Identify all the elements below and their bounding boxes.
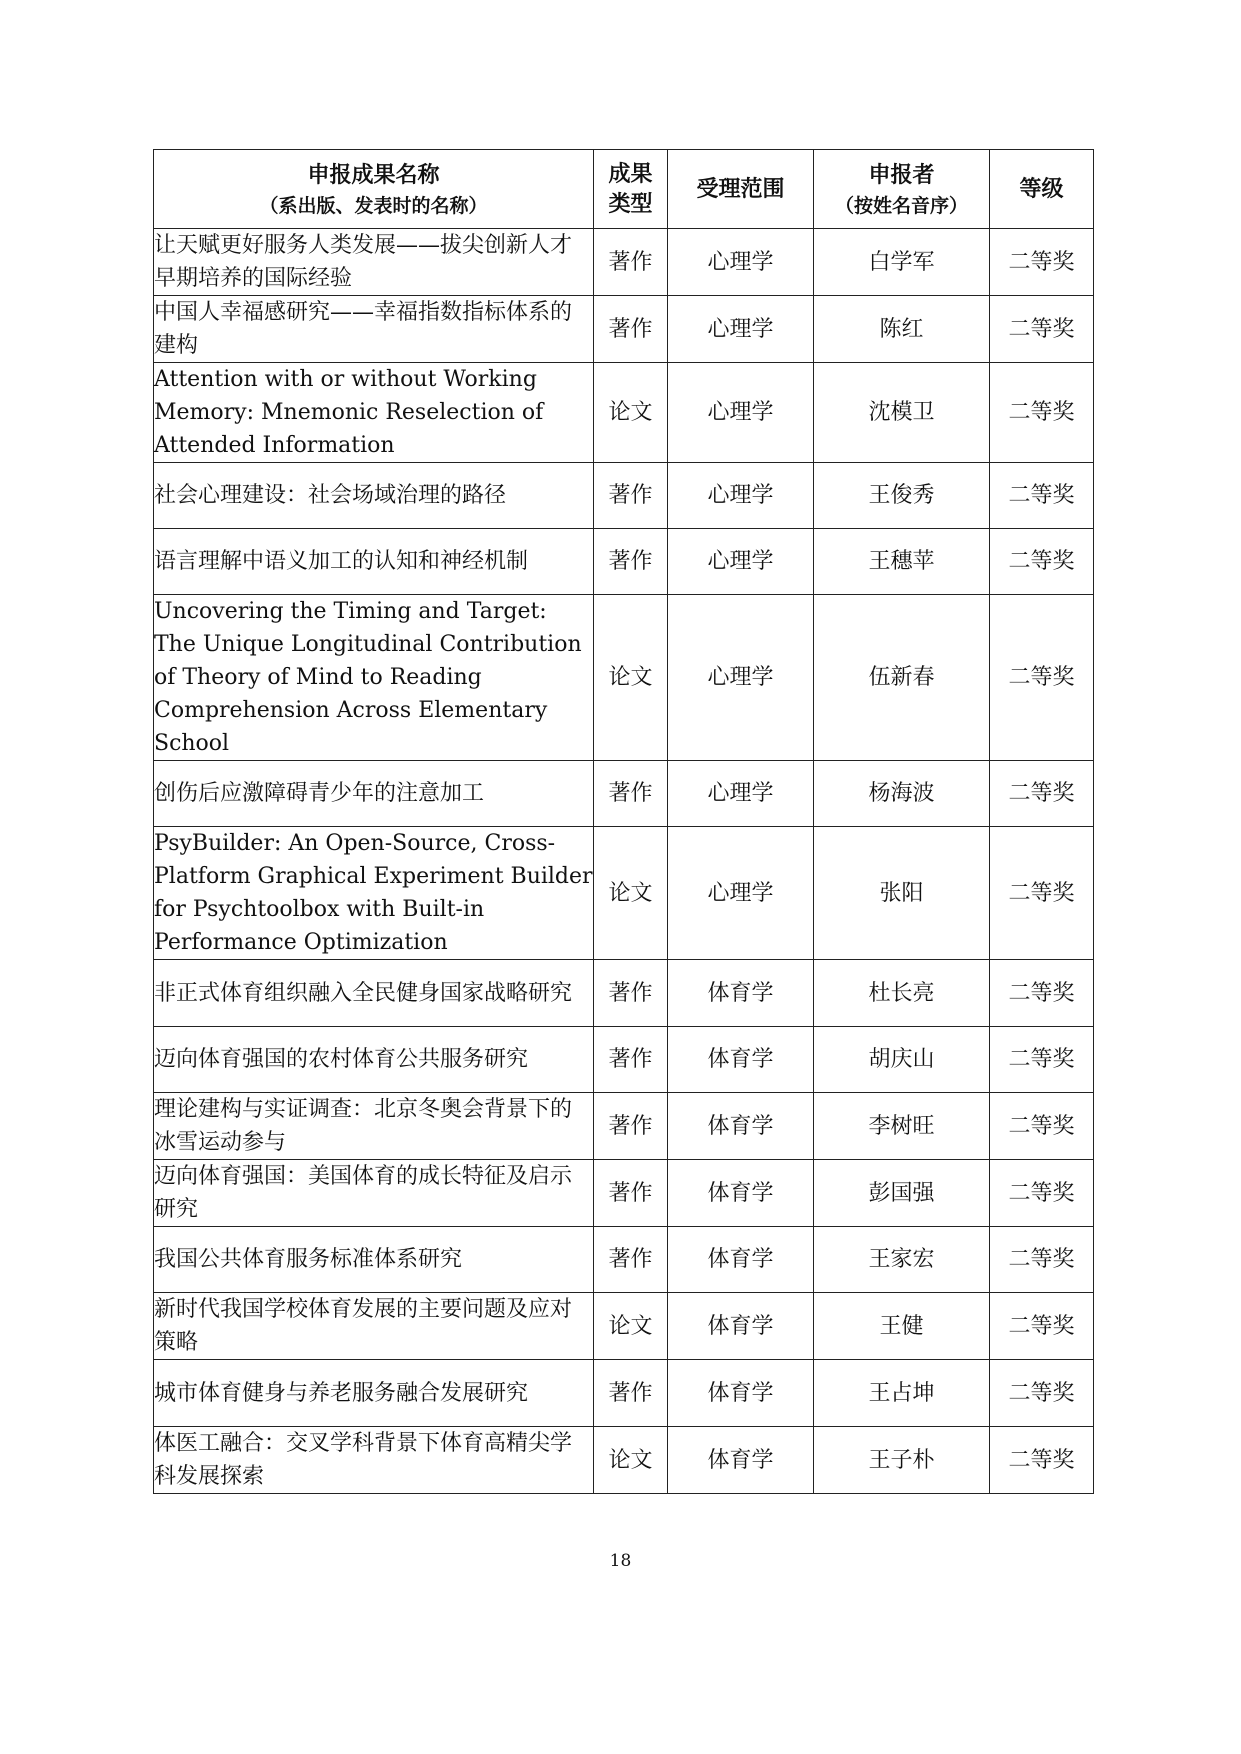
cell-level: 二等奖 — [990, 960, 1094, 1027]
cell-type: 著作 — [594, 529, 668, 595]
cell-scope: 心理学 — [668, 529, 814, 595]
cell-applicant: 王穗苹 — [814, 529, 990, 595]
table-row — [154, 1293, 1094, 1360]
table-row — [154, 1160, 1094, 1227]
cell-level: 二等奖 — [990, 1160, 1094, 1227]
table-row — [154, 1227, 1094, 1293]
cell-name: Uncovering the Timing and Target: The Unique Longitudinal Contribution of Theory of Mind to Reading Comprehension Across Elementary School — [154, 595, 594, 761]
cell-applicant: 王家宏 — [814, 1227, 990, 1293]
cell-applicant: 沈模卫 — [814, 363, 990, 463]
cell-applicant: 王俊秀 — [814, 463, 990, 529]
cell-name: 理论建构与实证调查：北京冬奥会背景下的冰雪运动参与 — [154, 1093, 594, 1160]
cell-applicant: 李树旺 — [814, 1093, 990, 1160]
header-level: 等级 — [990, 150, 1094, 229]
cell-type: 著作 — [594, 1160, 668, 1227]
cell-scope: 心理学 — [668, 363, 814, 463]
table-row — [154, 595, 1094, 761]
cell-scope: 心理学 — [668, 595, 814, 761]
header-name: 申报成果名称 （系出版、发表时的名称） — [154, 150, 594, 229]
cell-level: 二等奖 — [990, 529, 1094, 595]
cell-type: 著作 — [594, 463, 668, 529]
cell-scope: 体育学 — [668, 1293, 814, 1360]
table-row — [154, 1093, 1094, 1160]
table-row — [154, 827, 1094, 960]
header-scope: 受理范围 — [668, 150, 814, 229]
cell-applicant: 王占坤 — [814, 1360, 990, 1427]
cell-scope: 心理学 — [668, 229, 814, 296]
cell-level: 二等奖 — [990, 1293, 1094, 1360]
cell-type: 著作 — [594, 1027, 668, 1093]
cell-scope: 心理学 — [668, 827, 814, 960]
table-row — [154, 1360, 1094, 1427]
cell-level: 二等奖 — [990, 463, 1094, 529]
cell-name: 让天赋更好服务人类发展——拔尖创新人才早期培养的国际经验 — [154, 229, 594, 296]
cell-applicant: 王健 — [814, 1293, 990, 1360]
cell-scope: 体育学 — [668, 1227, 814, 1293]
cell-level: 二等奖 — [990, 363, 1094, 463]
cell-name: 迈向体育强国：美国体育的成长特征及启示研究 — [154, 1160, 594, 1227]
cell-applicant: 杨海波 — [814, 761, 990, 827]
cell-name: 城市体育健身与养老服务融合发展研究 — [154, 1360, 594, 1427]
cell-type: 著作 — [594, 960, 668, 1027]
cell-name: Attention with or without Working Memory: Mnemonic Reselection of Attended Information — [154, 363, 594, 463]
cell-name: 迈向体育强国的农村体育公共服务研究 — [154, 1027, 594, 1093]
table-row — [154, 363, 1094, 463]
cell-applicant: 王子朴 — [814, 1427, 990, 1494]
cell-type: 著作 — [594, 761, 668, 827]
table-row — [154, 1027, 1094, 1093]
cell-level: 二等奖 — [990, 1360, 1094, 1427]
cell-scope: 体育学 — [668, 1427, 814, 1494]
cell-scope: 体育学 — [668, 1360, 814, 1427]
table-header-row — [154, 150, 1094, 229]
cell-type: 论文 — [594, 363, 668, 463]
cell-type: 论文 — [594, 595, 668, 761]
cell-scope: 体育学 — [668, 1160, 814, 1227]
table-row — [154, 761, 1094, 827]
table-row — [154, 529, 1094, 595]
cell-applicant: 白学军 — [814, 229, 990, 296]
cell-level: 二等奖 — [990, 1093, 1094, 1160]
table-row — [154, 229, 1094, 296]
table-row — [154, 296, 1094, 363]
cell-scope: 心理学 — [668, 296, 814, 363]
cell-name: 体医工融合：交叉学科背景下体育高精尖学科发展探索 — [154, 1427, 594, 1494]
cell-name: PsyBuilder: An Open-Source, Cross-Platform Graphical Experiment Builder for Psychtoolbox with Built-in Performance Optimization — [154, 827, 594, 960]
cell-scope: 体育学 — [668, 1093, 814, 1160]
cell-scope: 体育学 — [668, 1027, 814, 1093]
header-type: 成果类型 — [594, 150, 668, 229]
awards-table — [153, 149, 1094, 1494]
cell-level: 二等奖 — [990, 761, 1094, 827]
cell-level: 二等奖 — [990, 595, 1094, 761]
cell-name: 我国公共体育服务标准体系研究 — [154, 1227, 594, 1293]
cell-applicant: 张阳 — [814, 827, 990, 960]
cell-type: 论文 — [594, 1427, 668, 1494]
cell-name: 非正式体育组织融入全民健身国家战略研究 — [154, 960, 594, 1027]
cell-scope: 心理学 — [668, 463, 814, 529]
table-row — [154, 960, 1094, 1027]
cell-applicant: 胡庆山 — [814, 1027, 990, 1093]
cell-type: 论文 — [594, 827, 668, 960]
cell-level: 二等奖 — [990, 1227, 1094, 1293]
cell-applicant: 彭国强 — [814, 1160, 990, 1227]
cell-applicant: 杜长亮 — [814, 960, 990, 1027]
header-applicant: 申报者 （按姓名音序） — [814, 150, 990, 229]
cell-applicant: 伍新春 — [814, 595, 990, 761]
table-row — [154, 1427, 1094, 1494]
cell-name: 语言理解中语义加工的认知和神经机制 — [154, 529, 594, 595]
cell-type: 著作 — [594, 1093, 668, 1160]
cell-level: 二等奖 — [990, 1427, 1094, 1494]
cell-type: 著作 — [594, 1227, 668, 1293]
cell-name: 中国人幸福感研究——幸福指数指标体系的建构 — [154, 296, 594, 363]
cell-name: 社会心理建设：社会场域治理的路径 — [154, 463, 594, 529]
cell-scope: 心理学 — [668, 761, 814, 827]
cell-level: 二等奖 — [990, 1027, 1094, 1093]
cell-name: 新时代我国学校体育发展的主要问题及应对策略 — [154, 1293, 594, 1360]
cell-level: 二等奖 — [990, 827, 1094, 960]
cell-applicant: 陈红 — [814, 296, 990, 363]
cell-type: 论文 — [594, 1293, 668, 1360]
page-number: 18 — [609, 1551, 632, 1571]
cell-name: 创伤后应激障碍青少年的注意加工 — [154, 761, 594, 827]
cell-type: 著作 — [594, 229, 668, 296]
cell-level: 二等奖 — [990, 296, 1094, 363]
cell-level: 二等奖 — [990, 229, 1094, 296]
cell-scope: 体育学 — [668, 960, 814, 1027]
table-row — [154, 463, 1094, 529]
cell-type: 著作 — [594, 1360, 668, 1427]
cell-type: 著作 — [594, 296, 668, 363]
